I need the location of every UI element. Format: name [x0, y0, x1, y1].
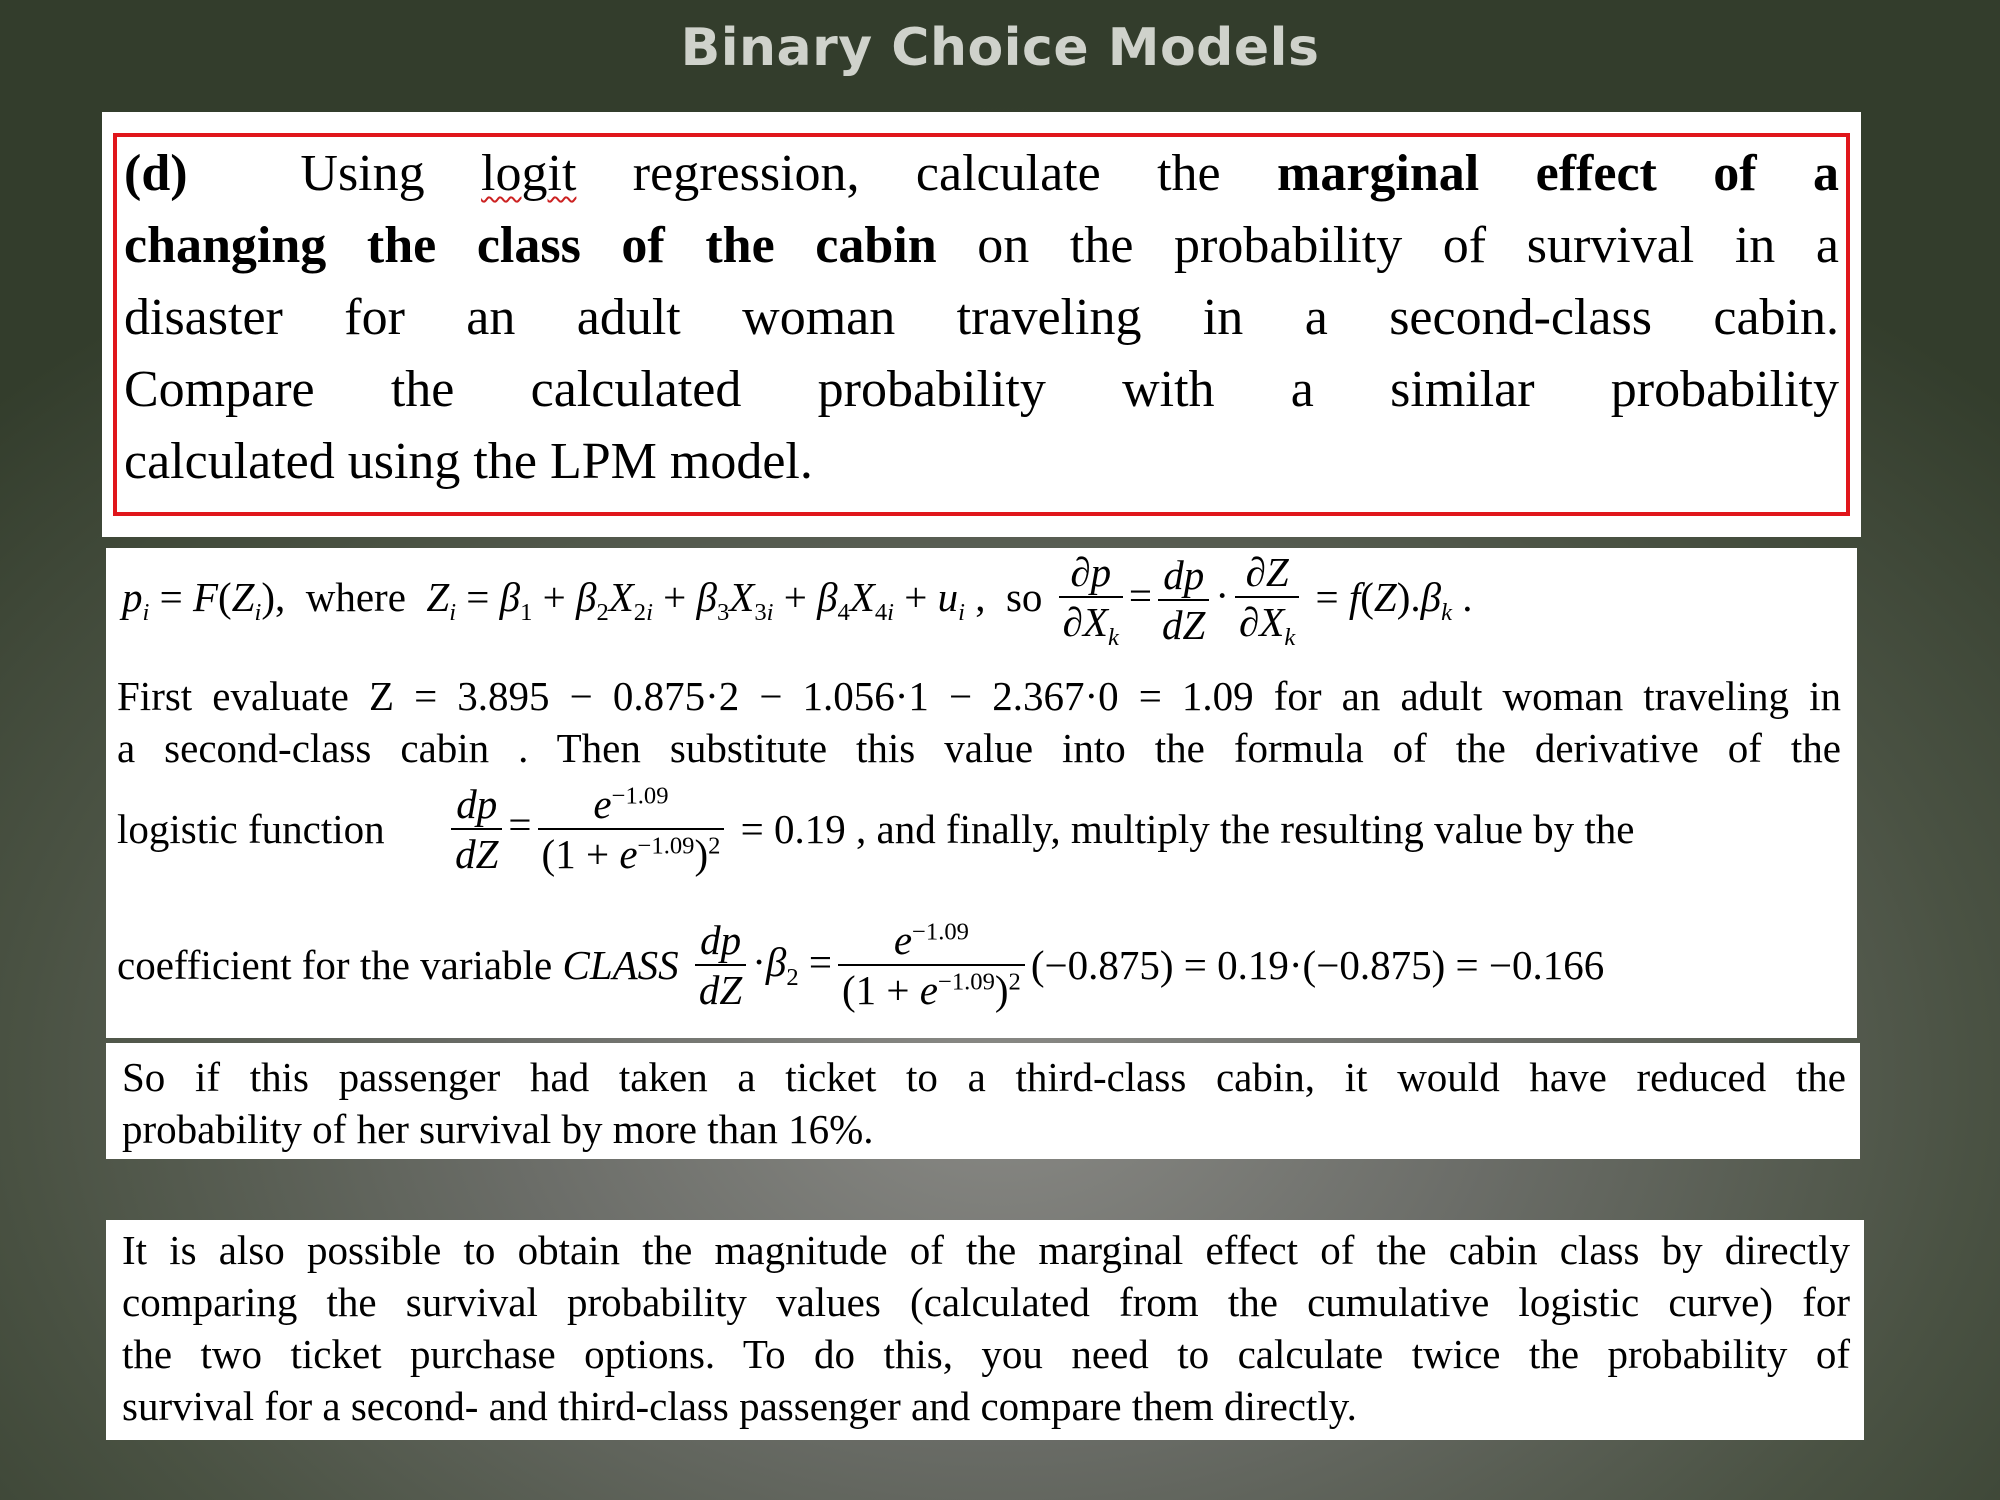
task-line-1: (d) Using logit regression, calculate the marginal effect of a: [124, 145, 1839, 202]
conclusion-text: [122, 1051, 1846, 1155]
model-equation: $p_i = F(Z_i)$, where $Z_i = \beta_1 + \beta_2X_{2i} + \beta_3X_{3i} + \beta_4X_{4i} + u_i$ , so $\frac{\partial p}{\partial X_k}$ = $\frac{dp}{dZ}$ · $\frac{\partial Z}{\partial X_k}$ = $f(Z).\beta_k$ .: [122, 549, 1473, 652]
note-line-2: comparing the survival probability values (calculated from the cumulative logistic curve) for: [122, 1279, 1850, 1325]
conclusion-box: [106, 1043, 1860, 1159]
additional-note-text: [122, 1224, 1850, 1432]
logistic-derivative-row: logistic function $\frac{dp}{dZ}$ = $\frac{e^{-1.09}}{(1 + e^{-1.09})^2}$ = 0.19 , and finally, multiply the resulting value by the: [117, 781, 1635, 877]
task-box: [102, 112, 1861, 537]
task-line-4: Compare the calculated probability with a similar probability: [124, 361, 1839, 418]
coefficient-row: coefficient for the variable CLASS $\frac{dp}{dZ}$ $\cdot\beta_2$ = $\frac{e^{-1.09}}{(1 + e^{-1.09})^2}$ (−0.875) = 0.19·(−0.875) = −0.166: [117, 917, 1605, 1013]
note-line-4: survival for a second- and third-class passenger and compare them directly.: [122, 1383, 1357, 1429]
solution-box: [106, 548, 1857, 1038]
slide-title: Binary Choice Models: [680, 18, 1320, 78]
task-line-5: calculated using the LPM model.: [124, 433, 813, 490]
conclusion-line-2: probability of her survival by more than 16%.: [122, 1106, 874, 1152]
note-line-1: It is also possible to obtain the magnitude of the marginal effect of the cabin class by directly: [122, 1227, 1850, 1273]
task-text: [124, 138, 1839, 498]
solution-line-2: a second-class cabin . Then substitute this value into the formula of the derivative of the: [117, 725, 1841, 771]
logistic-result: = 0.19 , and finally, multiply the resulting value by the: [740, 806, 1635, 852]
logistic-label: logistic function: [117, 806, 385, 852]
task-line-3: disaster for an adult woman traveling in a second-class cabin.: [124, 289, 1839, 346]
class-variable: CLASS: [562, 942, 679, 988]
coefficient-label: coefficient for the variable: [117, 942, 553, 988]
coefficient-result: (−0.875) = 0.19·(−0.875) = −0.166: [1030, 942, 1605, 988]
conclusion-line-1: So if this passenger had taken a ticket to a third-class cabin, it would have reduced the: [122, 1054, 1846, 1100]
solution-line-1: First evaluate Z = 3.895 − 0.875·2 − 1.056·1 − 2.367·0 = 1.09 for an adult woman traveling in: [117, 673, 1841, 719]
task-line-2: changing the class of the cabin on the probability of survival in a: [124, 217, 1839, 274]
additional-note-box: [106, 1220, 1864, 1440]
note-line-3: the two ticket purchase options. To do this, you need to calculate twice the probability of: [122, 1331, 1850, 1377]
